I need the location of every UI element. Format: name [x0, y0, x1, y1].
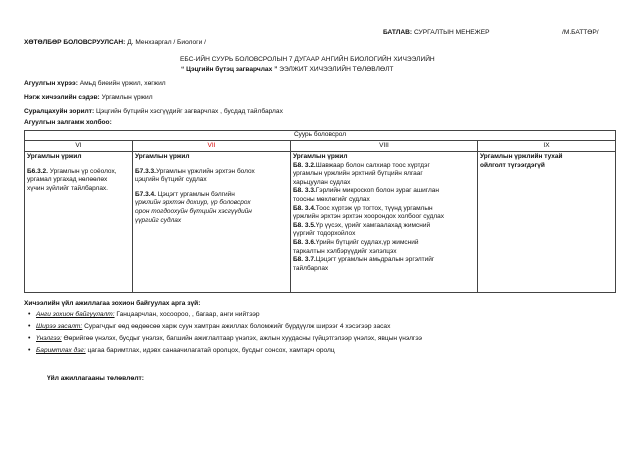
bullet-icon: •: [28, 335, 31, 342]
objective-text: харьцуулан судлах: [293, 178, 351, 186]
methods-heading: Хичээлийн үйл ажиллагаа зохион байгуулах арга зүй:: [24, 300, 201, 307]
grade-header: VIII: [291, 140, 478, 152]
author-label: ХӨТӨЛБӨР БОЛОВСРУУЛСАН:: [24, 39, 126, 46]
doc-title-suffix: ЭЭЛЖИТ ХИЧЭЭЛИЙН ТӨЛӨВЛӨЛТ: [277, 66, 394, 73]
objective-text: цэцгийн бүтцийг судлах: [135, 176, 207, 184]
lesson-topic: “ Цэцгийн бүтэц загварчлах ”: [181, 66, 278, 73]
objective-line: [293, 205, 475, 214]
grade8-cell: [291, 152, 478, 293]
objective-text: Үр үүсэх, үрийг хамгаалахад жимсний: [315, 221, 431, 229]
method-label: Ширээ засалт:: [36, 323, 83, 330]
method-item: [36, 335, 422, 344]
grade7-objective-1: [135, 168, 288, 185]
objective-line: [293, 265, 475, 274]
objective-line: [293, 196, 475, 205]
grade6-heading: Ургамлын үржил: [27, 153, 82, 161]
unit-topic: [24, 94, 153, 103]
method-label: Баримтлах дэг:: [36, 347, 86, 354]
approval-line: [383, 29, 490, 38]
method-text: цагаа баримтлах, идэвх санаачилагатай оролцох, бусдыг сонсох, хамтарч оролц: [85, 347, 335, 354]
objective-text: үржлийн эрхтэн дохиур, үр боловсрох: [135, 199, 251, 207]
grade6-cell: [25, 152, 133, 293]
method-text: Сурагчдыг өөд өөдөөсөө харж суун хамтран ажиллах боломжийг бүрдүүлж ширээг 4 хэсэгээр засах: [82, 323, 391, 330]
unit-topic-value: Ургамлын үржил: [99, 94, 153, 101]
grade7-cell: [133, 152, 291, 293]
doc-title-line2: [181, 66, 393, 75]
objective-code: Б8. 3.6.: [293, 238, 316, 246]
objective-code: Б8. 3.2.: [293, 161, 316, 169]
objective-code: Б8. 3.5.: [293, 221, 316, 229]
objective-text: хүчин зүйлийг тайлбарлах.: [27, 184, 108, 192]
objective-text: Цэцэгт ургамлын амьдралын эргэлтийг: [315, 256, 435, 264]
method-label: Үнэлгээ:: [36, 335, 62, 342]
objective-code: Б8. 3.4.: [293, 204, 316, 212]
grade9-cell: [478, 152, 616, 293]
grade9-heading: [480, 153, 613, 170]
objective-text: үүргийг тодорхойлох: [293, 230, 356, 238]
approval-role: СУРГАЛТЫН МЕНЕЖЕР: [413, 29, 490, 36]
author-value: Д. Менхзаргал / Биологи /: [127, 39, 206, 46]
learning-objective-value: Цэцгийн бүтцийн хэсгүүдийг загварчлах , бусдад тайлбарлах: [94, 108, 283, 115]
objective-code: Б7.3.4.: [135, 190, 156, 198]
grade9-heading-line: ойлголт түгээгдэгүй: [480, 161, 545, 169]
doc-title-line1: ЕБС-ИЙН СУУРЬ БОЛОВСРОЛЫН 7 ДУГААР АНГИЙН БИОЛОГИЙН ХИЧЭЭЛИЙН: [180, 56, 435, 63]
objective-text: ургамал ургахад нөлөөлөх: [27, 176, 108, 184]
content-scope-label: Агуулгын хүрээ:: [24, 80, 78, 87]
objective-line: [293, 170, 475, 179]
objective-text: Тоос хүртэж үр тогтох, түүнд ургамлын: [315, 204, 433, 212]
objective-text: Цэцэгт ургамлын бэлгийн: [157, 190, 235, 198]
objective-line: [293, 239, 475, 248]
approval-name: /М.БАТТӨР/: [562, 29, 599, 36]
objective-text: Ургамлын үржлийн эрхтэн болох: [155, 167, 255, 175]
objective-code: Б6.3.2.: [27, 167, 48, 175]
method-text: Өөрийгөө үнэлэх, бусдыг үнэлэх, багшийн ажиглалтаар үнэлэх, ажлын хуудасны гүйцэтгэлээр үнэлэх, явцын үнэлгээ: [61, 335, 423, 342]
objective-code: Б8. 3.7.: [293, 256, 316, 264]
continuity-table: [24, 130, 616, 293]
grade-header-current: VII: [133, 140, 291, 152]
table-title-row: [25, 131, 616, 141]
grade6-objective: [27, 168, 130, 194]
method-text: Ганцаарчлан, хосоороо, , багаар, анги нийтээр: [114, 311, 260, 318]
grade-header-row: [25, 140, 616, 152]
objective-line: [293, 213, 475, 222]
content-scope: [24, 80, 166, 89]
bullet-icon: •: [28, 347, 31, 354]
learning-objective-label: Суралцахуйн зорилт:: [24, 108, 95, 115]
objective-line: [293, 256, 475, 265]
objective-text: орон тогдоохуйн бүтцийн хэсгүүдийн: [135, 208, 252, 216]
method-item: [36, 311, 260, 320]
approval-label: БАТЛАВ:: [383, 29, 413, 36]
objective-line: [293, 230, 475, 239]
method-label: Анги зохион байгуулалт:: [36, 311, 115, 318]
objective-text: Ургамлын үр соёолох,: [49, 167, 117, 175]
grade9-heading-line: Ургамлын үржлийн тухай: [480, 153, 563, 161]
objective-text: таркалтын хэлбэрүүдийг хэлэлцэх: [293, 247, 397, 255]
grade-header: IX: [478, 140, 616, 152]
content-scope-value: Амьд биеийн үржил, хөгжил: [77, 80, 166, 87]
objective-line: [293, 187, 475, 196]
objective-text: Гэрлийн микроскоп болон зураг ашиглан: [315, 187, 439, 195]
objective-text: Үрийн бүтцийг судлах,үр жимсний: [315, 238, 419, 246]
grade7-objective-2: [135, 191, 288, 225]
bullet-icon: •: [28, 311, 31, 318]
objective-line: [293, 248, 475, 257]
unit-topic-label: Нэгж хичээлийн сэдэв:: [24, 94, 100, 101]
objective-code: Б8. 3.3.: [293, 187, 316, 195]
grade-header: VI: [25, 140, 133, 152]
activity-plan-heading: Үйл ажиллагааны төлөвлөлт:: [47, 375, 144, 382]
learning-objective: [24, 108, 283, 117]
objective-text: үүргийг судлах: [135, 216, 182, 224]
table-row: [25, 152, 616, 293]
author-line: [24, 39, 206, 48]
grade8-objectives: [293, 162, 475, 274]
method-item: [36, 347, 335, 356]
bullet-icon: •: [28, 323, 31, 330]
grade8-heading: Ургамлын үржил: [293, 153, 348, 161]
objective-text: тайлбарлах: [293, 264, 329, 272]
grade7-heading: Ургамлын үржил: [135, 153, 190, 161]
table-title: Суурь боловсрол: [25, 131, 616, 141]
objective-text: ургамлын үржлийн эрхтний бүтцийн ялгааг: [293, 170, 423, 178]
objective-text: үржлийн эрхтэн эрхтэн хоорондох холбоог судлах: [293, 213, 445, 221]
content-continuity-label: Агуулгын залгамж холбоо:: [24, 119, 112, 126]
objective-text: Шавжаар болон салхиар тоос хүртдэг: [315, 161, 430, 169]
objective-code: Б7.3.3.: [135, 167, 156, 175]
objective-text: тоосны мөхлөгийг судлах: [293, 196, 370, 204]
method-item: [36, 323, 390, 332]
